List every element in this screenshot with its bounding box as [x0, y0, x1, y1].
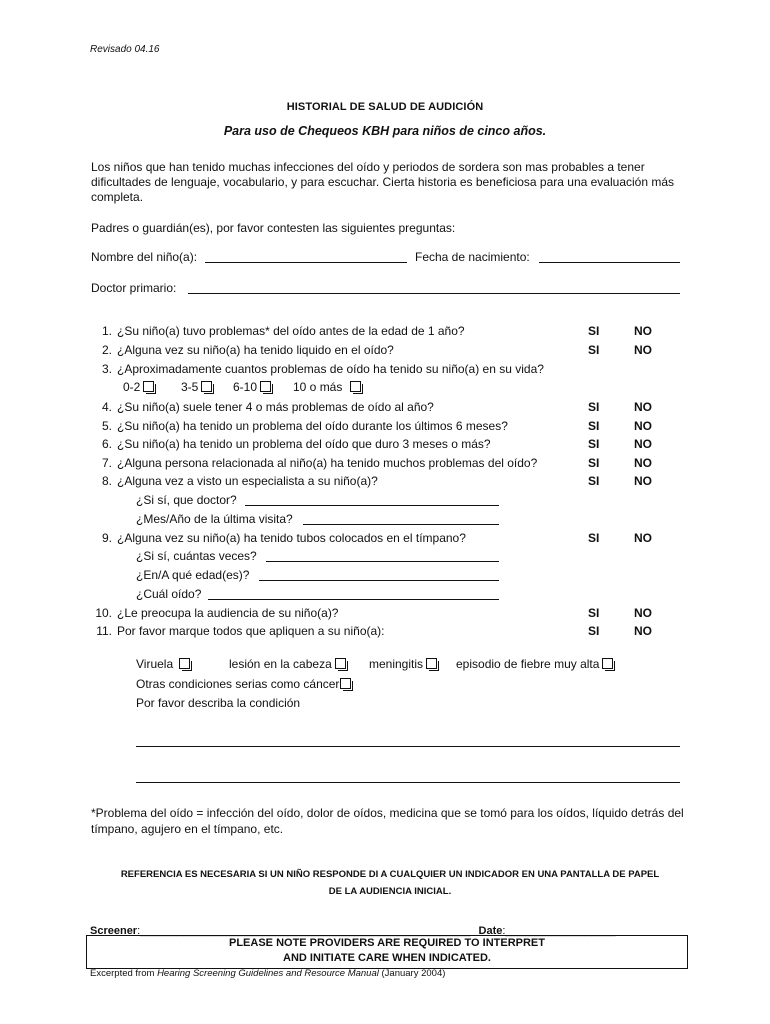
question-number: 2.	[101, 343, 112, 357]
question-number: 1.	[101, 324, 112, 338]
checkbox-icon[interactable]	[335, 658, 346, 669]
question-number: 6.	[101, 437, 112, 451]
q8-no[interactable]: NO	[634, 474, 652, 488]
question-number: 7.	[101, 456, 112, 470]
q4-yes[interactable]: SI	[588, 400, 600, 414]
condition-otras[interactable]	[136, 677, 351, 691]
question-10-text: ¿Le preocupa la audiencia de su niño(a)?	[117, 606, 339, 620]
q9-no[interactable]: NO	[634, 531, 652, 545]
notice-line-1: PLEASE NOTE PROVIDERS ARE REQUIRED TO INTERPRET	[229, 937, 545, 949]
q8-yes[interactable]: SI	[588, 474, 600, 488]
condition-viruela[interactable]	[136, 657, 190, 671]
instruction-text: Padres o guardián(es), por favor contesten las siguientes preguntas:	[91, 221, 456, 235]
condition-label: Otras condiciones serias como cáncer	[136, 677, 340, 691]
screener-label: Screener	[90, 925, 138, 937]
question-11-text: Por favor marque todos que apliquen a su niño(a):	[117, 624, 385, 638]
excerpt-suffix: (January 2004)	[378, 968, 446, 979]
checkbox-icon[interactable]	[340, 678, 351, 689]
condition-meningitis[interactable]	[369, 657, 437, 671]
checkbox-icon[interactable]	[201, 381, 212, 392]
form-subtitle: Para uso de Chequeos KBH para niños de cinco años.	[223, 124, 547, 138]
excerpt-source: Hearing Screening Guidelines and Resource Manual	[157, 968, 379, 979]
q10-yes[interactable]: SI	[588, 606, 600, 620]
birth-date-field[interactable]	[539, 262, 680, 263]
referral-line-2: DE LA AUDIENCIA INICIAL.	[328, 886, 452, 897]
q9-age-label: ¿En/A qué edad(es)?	[136, 568, 250, 582]
q3-option-0-2[interactable]	[123, 380, 154, 394]
q9-ear-label: ¿Cuál oído?	[136, 587, 202, 601]
question-number: 5.	[101, 419, 112, 433]
referral-line-1: REFERENCIA ES NECESARIA SI UN NIÑO RESPONDE DI A CUALQUIER UN INDICADOR EN UNA PANTALLA DE PAPEL	[120, 869, 660, 880]
condition-lesion[interactable]	[229, 657, 346, 671]
checkbox-icon[interactable]	[260, 381, 271, 392]
q8-last-visit-field[interactable]	[303, 524, 499, 525]
q10-no[interactable]: NO	[634, 606, 652, 620]
q3-option-label: 0-2	[123, 380, 141, 394]
question-number: 10.	[95, 606, 112, 620]
child-name-field[interactable]	[205, 262, 407, 263]
q2-yes[interactable]: SI	[588, 343, 600, 357]
checkbox-icon[interactable]	[179, 658, 190, 669]
q3-option-10-plus[interactable]	[293, 380, 361, 394]
notice-line-2: AND INITIATE CARE WHEN INDICATED.	[283, 952, 491, 964]
question-5-text: ¿Su niño(a) ha tenido un problema del oído durante los últimos 6 meses?	[117, 419, 508, 433]
screener-field[interactable]: :______________________________________________________	[137, 925, 471, 937]
checkbox-icon[interactable]	[426, 658, 437, 669]
q9-yes[interactable]: SI	[588, 531, 600, 545]
describe-condition-label: Por favor describa la condición	[136, 696, 301, 710]
q1-yes[interactable]: SI	[588, 324, 600, 338]
condition-label: episodio de fiebre muy alta	[456, 657, 600, 671]
q8-doctor-field[interactable]	[245, 505, 499, 506]
excerpt-credit	[90, 968, 445, 979]
footnote: *Problema del oído = infección del oído, dolor de oídos, medicina que se tomó para los oídos, líquido detrás del tímpano, agujero en el tímpano, etc.	[91, 806, 684, 836]
provider-notice-box	[86, 935, 688, 969]
date-label: Date	[478, 925, 503, 937]
question-8-text: ¿Alguna vez a visto un especialista a su niño(a)?	[117, 474, 378, 488]
question-3-text: ¿Aproximadamente cuantos problemas de oído ha tenido su niño(a) en su vida?	[117, 362, 544, 376]
condition-label: lesión en la cabeza	[229, 657, 332, 671]
question-1-text: ¿Su niño(a) tuvo problemas* del oído antes de la edad de 1 año?	[117, 324, 465, 338]
q9-times-label: ¿Si sí, cuántas veces?	[136, 549, 257, 563]
q11-no[interactable]: NO	[634, 624, 652, 638]
question-number: 9.	[101, 531, 112, 545]
question-6-text: ¿Su niño(a) ha tenido un problema del oído que duro 3 meses o más?	[117, 437, 491, 451]
doctor-label: Doctor primario:	[91, 281, 177, 295]
question-9-text: ¿Alguna vez su niño(a) ha tenido tubos colocados en el tímpano?	[117, 531, 466, 545]
form-title: HISTORIAL DE SALUD DE AUDICIÓN	[286, 101, 484, 113]
q7-no[interactable]: NO	[634, 456, 652, 470]
q9-times-field[interactable]	[266, 561, 499, 562]
checkbox-icon[interactable]	[602, 658, 613, 669]
condition-fiebre[interactable]	[456, 657, 613, 671]
date-field[interactable]: :__________________	[502, 925, 616, 937]
q6-no[interactable]: NO	[634, 437, 652, 451]
q2-no[interactable]: NO	[634, 343, 652, 357]
question-number: 11.	[96, 624, 112, 638]
revision-label: Revisado 04.16	[90, 44, 160, 55]
q6-yes[interactable]: SI	[588, 437, 600, 451]
q7-yes[interactable]: SI	[588, 456, 600, 470]
question-4-text: ¿Su niño(a) suele tener 4 o más problemas de oído al año?	[117, 400, 434, 414]
q8-last-visit-label: ¿Mes/Año de la última visita?	[136, 512, 293, 526]
q8-doctor-label: ¿Si sí, que doctor?	[136, 493, 237, 507]
q3-option-label: 6-10	[233, 380, 258, 394]
checkbox-icon[interactable]	[143, 381, 154, 392]
q9-ear-field[interactable]	[208, 599, 499, 600]
condition-label: meningitis	[369, 657, 424, 671]
excerpt-prefix: Excerpted from	[90, 968, 158, 979]
question-7-text: ¿Alguna persona relacionada al niño(a) ha tenido muchos problemas del oído?	[117, 456, 538, 470]
child-name-label: Nombre del niño(a):	[91, 250, 198, 264]
intro-paragraph: Los niños que han tenido muchas infecciones del oído y periodos de sordera son mas probables a tener dificultades de lenguaje, vocabulario, y para escuchar. Cierta historia es beneficiosa para una evaluación más completa.	[91, 160, 675, 204]
checkbox-icon[interactable]	[350, 381, 361, 392]
q3-option-3-5[interactable]	[181, 380, 212, 394]
q1-no[interactable]: NO	[634, 324, 652, 338]
describe-line-2[interactable]	[136, 782, 680, 783]
describe-line-1[interactable]	[136, 746, 680, 747]
q3-option-label: 10 o más	[293, 380, 343, 394]
referral-notice	[90, 866, 690, 900]
condition-label: Viruela	[136, 657, 174, 671]
birth-date-label: Fecha de nacimiento:	[415, 250, 530, 264]
q11-yes[interactable]: SI	[588, 624, 600, 638]
q5-yes[interactable]: SI	[588, 419, 600, 433]
q9-age-field[interactable]	[259, 580, 499, 581]
question-number: 4.	[101, 400, 112, 414]
q5-no[interactable]: NO	[634, 419, 652, 433]
q4-no[interactable]: NO	[634, 400, 652, 414]
doctor-field[interactable]	[188, 293, 680, 294]
question-number: 3.	[101, 362, 112, 376]
q3-option-6-10[interactable]	[233, 380, 271, 394]
question-number: 8.	[101, 474, 112, 488]
q3-option-label: 3-5	[181, 380, 199, 394]
question-2-text: ¿Alguna vez su niño(a) ha tenido liquido en el oído?	[117, 343, 394, 357]
